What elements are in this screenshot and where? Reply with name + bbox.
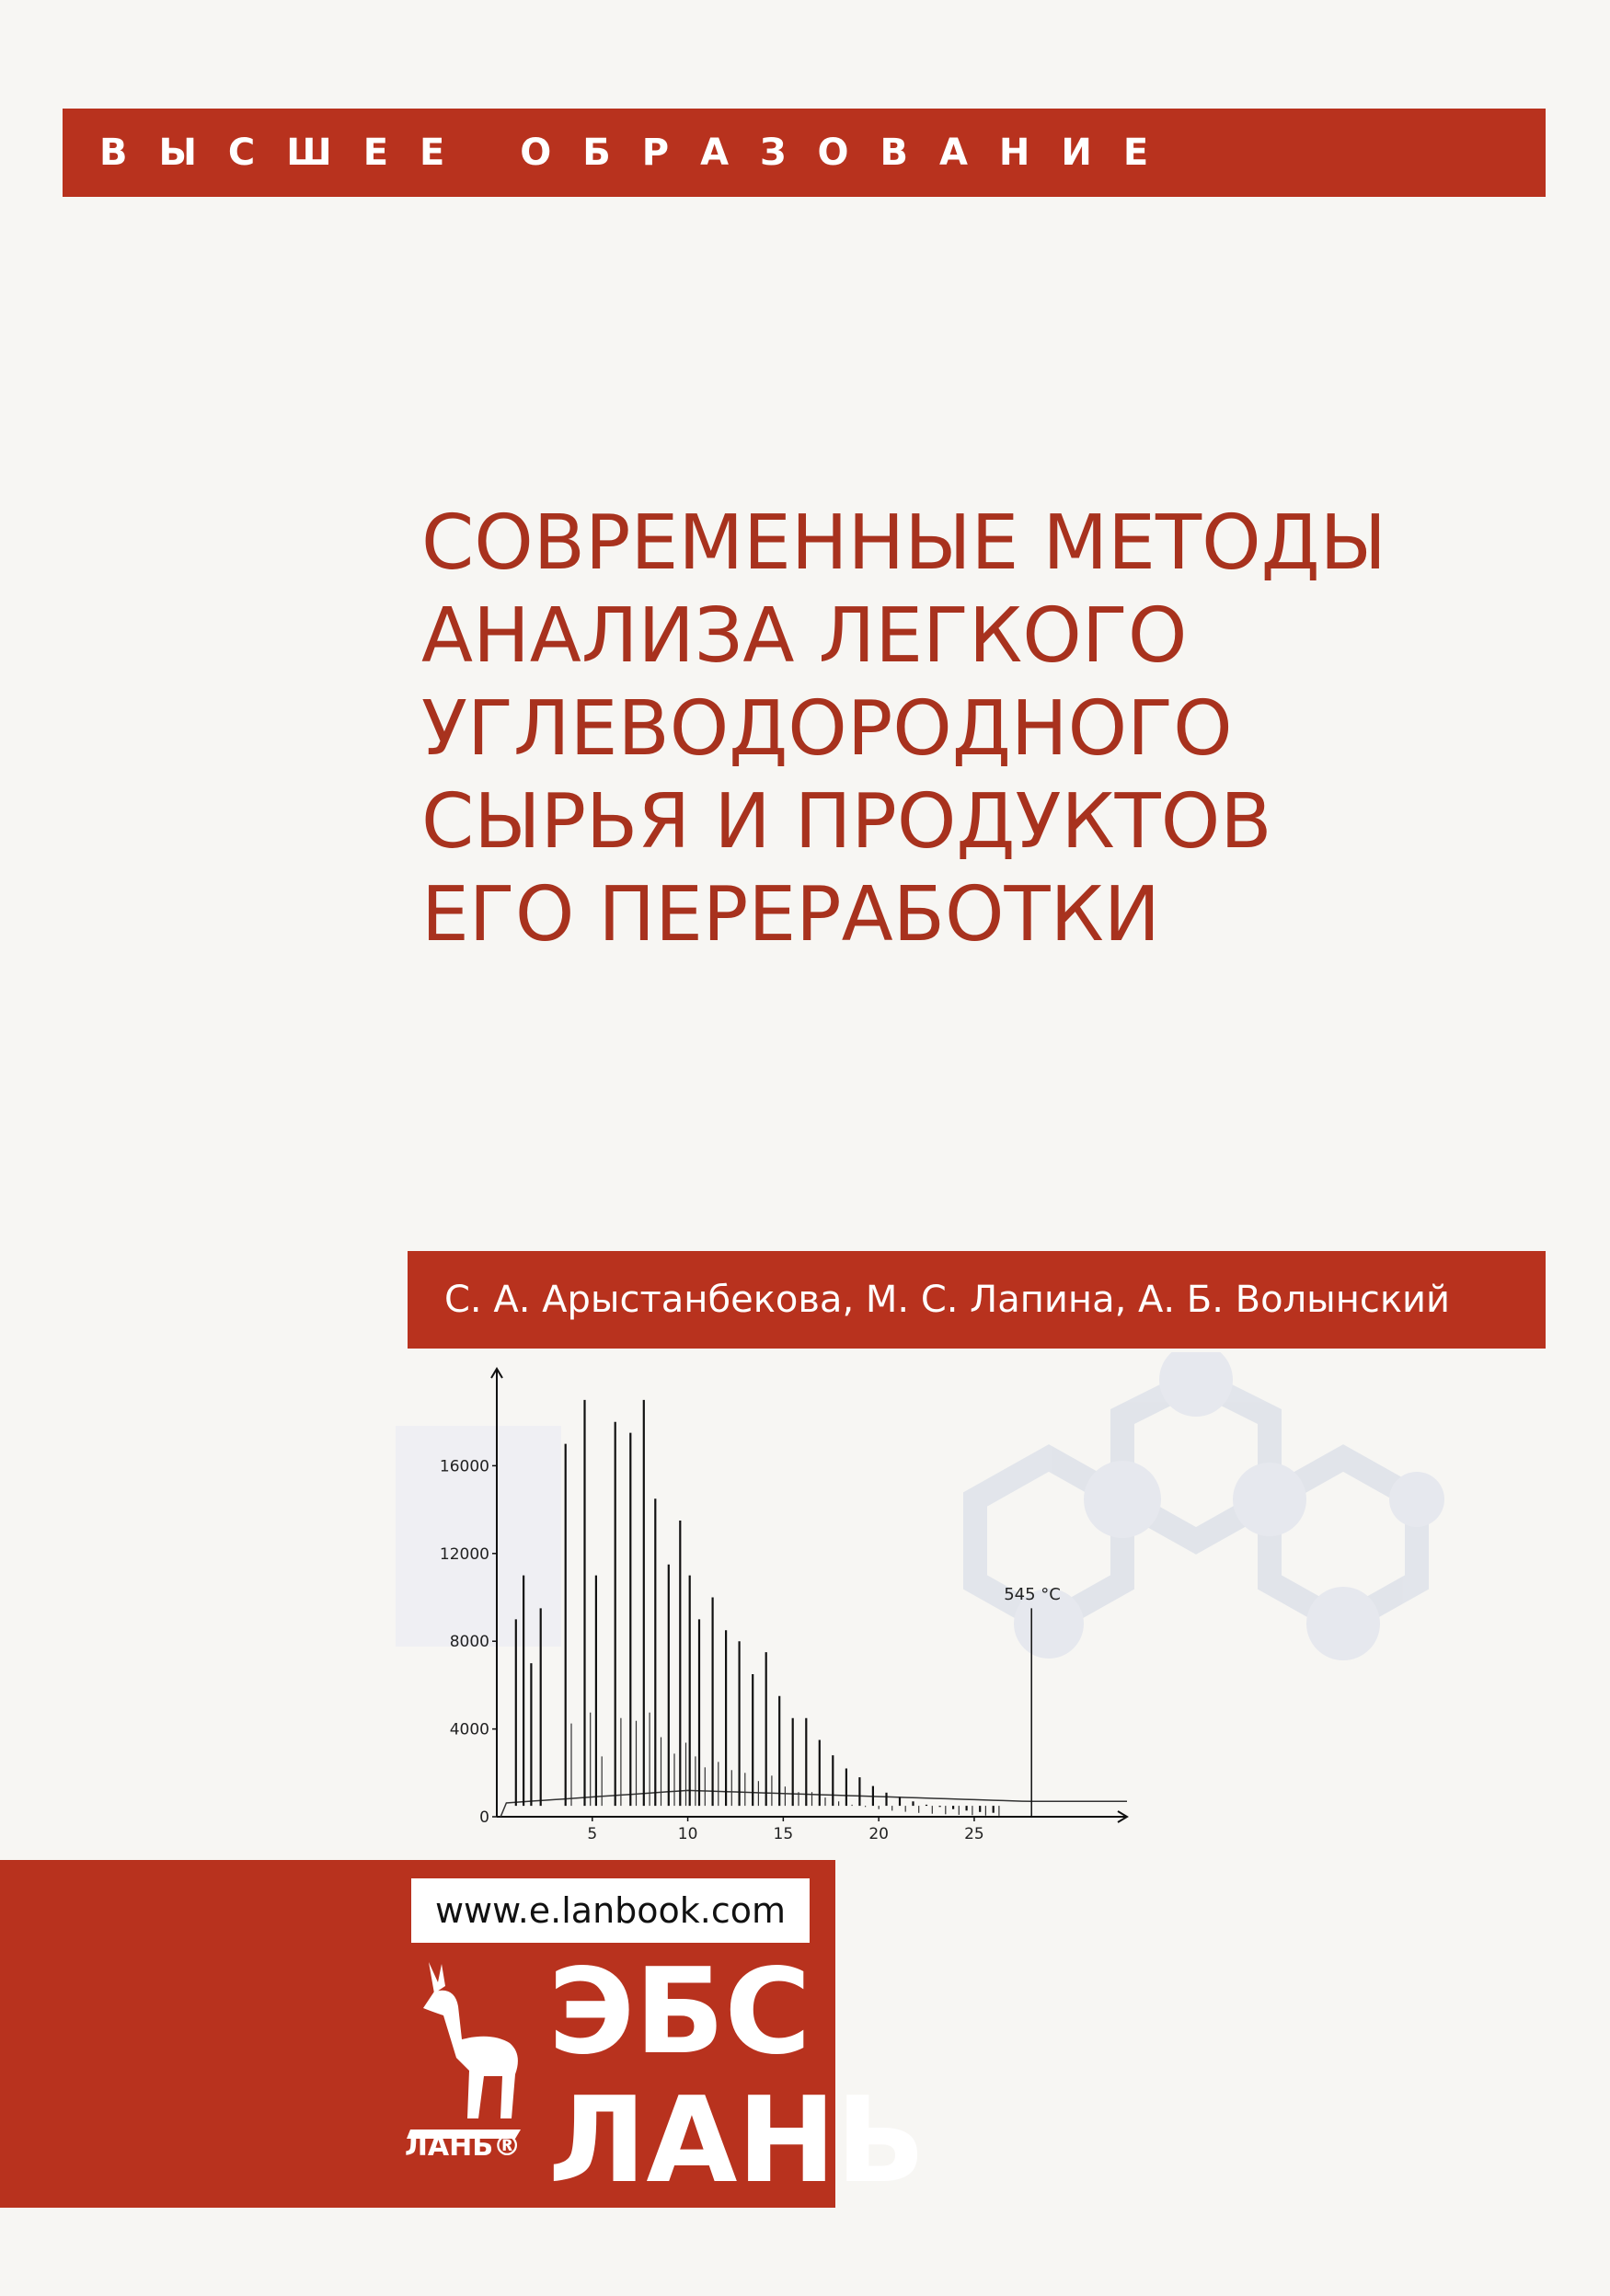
- ebs-lan-wordmark: [548, 1944, 926, 2210]
- y-tick-label: 12000: [439, 1544, 489, 1564]
- title-line: ЕГО ПЕРЕРАБОТКИ: [421, 871, 1161, 959]
- title-line: УГЛЕВОДОРОДНОГО: [421, 685, 1233, 773]
- x-tick-label: 10: [677, 1825, 698, 1840]
- publisher-url[interactable]: [411, 1878, 810, 1943]
- x-tick-label: 5: [587, 1825, 598, 1840]
- title-line: СОВРЕМЕННЫЕ МЕТОДЫ: [421, 499, 1387, 587]
- authors-text: С. А. Арыстанбекова, М. С. Лапина, А. Б. Волынский: [444, 1279, 1451, 1321]
- chart-peaks: [500, 1400, 1127, 1817]
- publisher-url-text[interactable]: www.e.lanbook.com: [434, 1890, 787, 1931]
- title-line: АНАЛИЗА ЛЕГКОГО: [421, 592, 1188, 680]
- baseline-trace: [500, 1790, 1127, 1817]
- series-label: ВЫСШЕЕ ОБРАЗОВАНИЕ: [99, 132, 1180, 174]
- y-tick-label: 4000: [449, 1720, 489, 1739]
- deer-icon: [401, 1955, 530, 2143]
- ebs-text: ЭБС: [548, 1944, 811, 2081]
- lan-logo-wordmark: ЛАНЬ®: [405, 2130, 522, 2163]
- x-tick-label: 25: [964, 1825, 984, 1840]
- annotation-label: 545 °C: [1004, 1584, 1061, 1604]
- y-tick-label: 16000: [439, 1457, 489, 1476]
- title-line: СЫРЬЯ И ПРОДУКТОВ: [421, 778, 1272, 866]
- y-tick-label: 0: [479, 1808, 489, 1827]
- x-tick-label: 20: [868, 1825, 889, 1840]
- book-title: [421, 497, 1553, 961]
- lan-text: ЛАНЬ: [548, 2072, 926, 2210]
- y-tick-label: 8000: [449, 1633, 489, 1652]
- authors-band: [408, 1251, 1546, 1349]
- chromatogram-chart: [432, 1352, 1150, 1840]
- series-band: [63, 109, 1546, 197]
- x-tick-label: 15: [773, 1825, 794, 1840]
- chart-annotation: [1004, 1585, 1061, 1817]
